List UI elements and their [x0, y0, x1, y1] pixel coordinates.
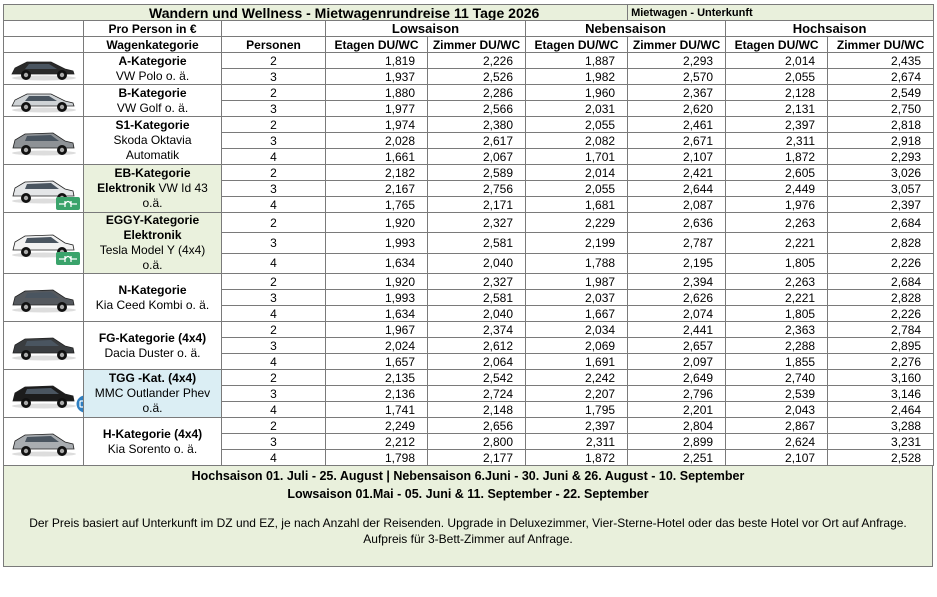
electric-plug-icon	[56, 252, 80, 265]
price-cell: 2,064	[428, 354, 526, 370]
price-cell: 2,177	[428, 450, 526, 466]
season-dates-line-1: Hochsaison 01. Juli - 25. August | Nebensaison 6.Juni - 30. Juni & 26. August - 10. September	[191, 469, 745, 483]
price-cell: 2,034	[526, 322, 628, 338]
price-cell: 1,855	[726, 354, 828, 370]
price-cell: 2,286	[428, 85, 526, 101]
price-cell: 2,040	[428, 253, 526, 273]
price-cell: 2,899	[628, 434, 726, 450]
price-cell: 2,828	[828, 233, 934, 253]
price-cell: 1,634	[326, 253, 428, 273]
price-cell: 2,082	[526, 133, 628, 149]
hybrid-badge-icon	[76, 395, 84, 413]
price-cell: 2,221	[726, 290, 828, 306]
category-cell	[84, 418, 222, 466]
header-nebensaison: Nebensaison	[526, 21, 726, 37]
persons-cell: 4	[222, 354, 326, 370]
price-cell: 2,612	[428, 338, 526, 354]
price-cell: 3,026	[828, 165, 934, 181]
price-cell: 2,037	[526, 290, 628, 306]
price-cell: 2,107	[628, 149, 726, 165]
price-cell: 2,397	[526, 418, 628, 434]
price-cell: 2,589	[428, 165, 526, 181]
price-cell: 2,380	[428, 117, 526, 133]
header-wagenkategorie: Wagenkategorie	[84, 37, 222, 53]
price-cell: 2,724	[428, 386, 526, 402]
persons-cell: 4	[222, 402, 326, 418]
price-cell: 3,231	[828, 434, 934, 450]
price-cell: 2,539	[726, 386, 828, 402]
price-cell: 1,788	[526, 253, 628, 273]
price-cell: 1,993	[326, 290, 428, 306]
price-cell: 2,828	[828, 290, 934, 306]
price-sheet	[3, 4, 933, 567]
price-cell: 2,249	[326, 418, 428, 434]
price-cell: 2,449	[726, 181, 828, 197]
price-cell: 2,617	[428, 133, 526, 149]
price-cell: 1,937	[326, 69, 428, 85]
header-blank	[4, 21, 84, 37]
price-cell: 2,263	[726, 213, 828, 233]
price-cell: 1,920	[326, 213, 428, 233]
price-cell: 1,661	[326, 149, 428, 165]
price-cell: 2,097	[628, 354, 726, 370]
hatchback-car-icon	[9, 89, 79, 113]
price-cell: 2,087	[628, 197, 726, 213]
price-cell: 1,819	[326, 53, 428, 69]
price-table	[3, 4, 934, 466]
table-row	[4, 117, 934, 133]
price-cell: 2,276	[828, 354, 934, 370]
price-cell: 2,800	[428, 434, 526, 450]
category-name: FG-Kategorie (4x4)	[98, 330, 207, 345]
price-cell: 1,805	[726, 306, 828, 322]
price-cell: 2,195	[628, 253, 726, 273]
persons-cell: 2	[222, 85, 326, 101]
compact-car-icon	[9, 57, 79, 81]
persons-cell: 3	[222, 101, 326, 117]
persons-cell: 3	[222, 434, 326, 450]
price-cell: 2,028	[326, 133, 428, 149]
price-cell: 2,397	[726, 117, 828, 133]
price-cell: 2,226	[828, 306, 934, 322]
price-cell: 2,327	[428, 213, 526, 233]
category-model: Tesla Model Y (4x4) o.ä.	[99, 243, 206, 272]
header-lowsaison: Lowsaison	[326, 21, 526, 37]
price-cell: 2,441	[628, 322, 726, 338]
price-cell: 2,581	[428, 290, 526, 306]
category-name: EB-Kategorie	[114, 166, 191, 180]
price-cell: 2,542	[428, 370, 526, 386]
price-cell: 2,251	[628, 450, 726, 466]
header-etagen: Etagen DU/WC	[726, 37, 828, 53]
car-image	[4, 274, 84, 322]
table-row	[4, 274, 934, 290]
price-cell: 2,221	[726, 233, 828, 253]
price-cell: 2,867	[726, 418, 828, 434]
price-cell: 2,031	[526, 101, 628, 117]
price-cell: 1,960	[526, 85, 628, 101]
price-cell: 2,069	[526, 338, 628, 354]
persons-cell: 4	[222, 149, 326, 165]
price-cell: 2,397	[828, 197, 934, 213]
page-subtitle: Mietwagen - Unterkunft	[628, 5, 934, 21]
price-cell: 1,976	[726, 197, 828, 213]
persons-cell: 3	[222, 338, 326, 354]
price-cell: 2,148	[428, 402, 526, 418]
price-cell: 2,626	[628, 290, 726, 306]
persons-cell: 3	[222, 290, 326, 306]
persons-cell: 3	[222, 386, 326, 402]
price-cell: 2,055	[726, 69, 828, 85]
price-cell: 2,566	[428, 101, 526, 117]
table-row	[4, 165, 934, 181]
table-row	[4, 418, 934, 434]
price-cell: 1,667	[526, 306, 628, 322]
price-cell: 2,024	[326, 338, 428, 354]
price-cell: 2,311	[526, 434, 628, 450]
price-cell: 2,182	[326, 165, 428, 181]
category-name: TGG -Kat. (4x4)	[108, 371, 197, 385]
persons-cell: 2	[222, 370, 326, 386]
car-image	[4, 117, 84, 165]
price-cell: 2,107	[726, 450, 828, 466]
persons-cell: 3	[222, 69, 326, 85]
category-cell	[84, 165, 222, 213]
car-image	[4, 213, 84, 274]
price-cell: 1,993	[326, 233, 428, 253]
category-cell	[84, 322, 222, 370]
price-cell: 2,818	[828, 117, 934, 133]
price-cell: 2,288	[726, 338, 828, 354]
price-cell: 2,620	[628, 101, 726, 117]
price-cell: 2,201	[628, 402, 726, 418]
persons-cell: 2	[222, 322, 326, 338]
price-cell: 2,528	[828, 450, 934, 466]
persons-cell: 3	[222, 133, 326, 149]
price-cell: 2,242	[526, 370, 628, 386]
price-cell: 2,074	[628, 306, 726, 322]
price-cell: 2,293	[828, 149, 934, 165]
price-cell: 2,167	[326, 181, 428, 197]
price-cell: 2,014	[726, 53, 828, 69]
table-row	[4, 213, 934, 233]
persons-cell: 3	[222, 233, 326, 253]
price-note: Der Preis basiert auf Unterkunft im DZ und EZ, je nach Anzahl der Reisenden. Upgrade in Deluxezimmer, Vier-Sterne-Hotel oder das beste Hotel vor Ort auf Anfrage. Aufpreis für 3-Bett-Zimmer auf Anfrage.	[29, 516, 907, 546]
category-cell	[84, 213, 222, 274]
price-cell: 1,765	[326, 197, 428, 213]
price-cell: 2,636	[628, 213, 726, 233]
header-blank	[4, 37, 84, 53]
price-cell: 1,805	[726, 253, 828, 273]
price-cell: 2,374	[428, 322, 526, 338]
persons-cell: 4	[222, 306, 326, 322]
persons-cell: 2	[222, 165, 326, 181]
price-cell: 1,977	[326, 101, 428, 117]
hybrid-suv-icon	[9, 379, 79, 409]
price-cell: 1,887	[526, 53, 628, 69]
title-row	[4, 5, 934, 21]
category-model: VW Polo o. ä.	[115, 68, 190, 83]
category-model: Elektronik VW Id 43 o.ä.	[97, 181, 208, 210]
category-name: N-Kategorie	[118, 282, 187, 297]
price-cell: 3,057	[828, 181, 934, 197]
price-cell: 2,394	[628, 274, 726, 290]
price-cell: 2,784	[828, 322, 934, 338]
footer-panel	[3, 466, 933, 567]
price-cell: 2,067	[428, 149, 526, 165]
price-cell: 2,674	[828, 69, 934, 85]
price-cell: 2,605	[726, 165, 828, 181]
page-title: Wandern und Wellness - Mietwagenrundreise 11 Tage 2026	[4, 5, 628, 21]
price-cell: 1,657	[326, 354, 428, 370]
price-cell: 2,624	[726, 434, 828, 450]
price-cell: 2,684	[828, 274, 934, 290]
price-cell: 2,526	[428, 69, 526, 85]
category-model: Skoda Oktavia Automatik	[113, 133, 192, 162]
price-cell: 1,634	[326, 306, 428, 322]
price-cell: 2,363	[726, 322, 828, 338]
car-image	[4, 53, 84, 85]
price-cell: 2,226	[428, 53, 526, 69]
price-cell: 2,229	[526, 213, 628, 233]
category-name: B-Kategorie	[118, 85, 187, 100]
price-cell: 2,918	[828, 133, 934, 149]
category-model: Kia Ceed Kombi o. ä.	[95, 297, 210, 312]
persons-cell: 3	[222, 181, 326, 197]
header-personen: Personen	[222, 37, 326, 53]
header-row-seasons	[4, 21, 934, 37]
category-cell	[84, 117, 222, 165]
category-model: MMC Outlander Phev o.ä.	[94, 386, 211, 415]
price-cell: 2,212	[326, 434, 428, 450]
category-name: S1-Kategorie	[115, 118, 190, 132]
header-blank	[222, 21, 326, 37]
car-image	[4, 322, 84, 370]
header-zimmer: Zimmer DU/WC	[428, 37, 526, 53]
category-cell	[84, 85, 222, 117]
price-cell: 1,872	[526, 450, 628, 466]
price-cell: 1,701	[526, 149, 628, 165]
price-cell: 1,795	[526, 402, 628, 418]
category-name: A-Kategorie	[118, 53, 187, 68]
price-cell: 2,464	[828, 402, 934, 418]
category-model: Dacia Duster o. ä.	[104, 345, 201, 360]
persons-cell: 4	[222, 450, 326, 466]
price-cell: 2,671	[628, 133, 726, 149]
price-cell: 2,804	[628, 418, 726, 434]
large-suv-icon	[9, 427, 79, 457]
header-zimmer: Zimmer DU/WC	[828, 37, 934, 53]
electric-plug-icon	[56, 197, 80, 210]
persons-cell: 4	[222, 197, 326, 213]
price-cell: 2,657	[628, 338, 726, 354]
price-cell: 2,796	[628, 386, 726, 402]
persons-cell: 4	[222, 253, 326, 273]
price-cell: 2,435	[828, 53, 934, 69]
header-pro-person: Pro Person in €	[84, 21, 222, 37]
price-cell: 2,263	[726, 274, 828, 290]
price-cell: 2,649	[628, 370, 726, 386]
price-cell: 3,146	[828, 386, 934, 402]
header-etagen: Etagen DU/WC	[326, 37, 428, 53]
category-name: EGGY-Kategorie Elektronik	[105, 213, 200, 242]
price-cell: 1,974	[326, 117, 428, 133]
price-cell: 2,570	[628, 69, 726, 85]
price-cell: 2,055	[526, 117, 628, 133]
price-cell: 2,311	[726, 133, 828, 149]
price-cell: 3,160	[828, 370, 934, 386]
price-cell: 1,982	[526, 69, 628, 85]
price-cell: 2,644	[628, 181, 726, 197]
price-cell: 1,691	[526, 354, 628, 370]
price-cell: 2,740	[726, 370, 828, 386]
category-cell	[84, 274, 222, 322]
table-row	[4, 322, 934, 338]
price-cell: 2,327	[428, 274, 526, 290]
price-cell: 2,040	[428, 306, 526, 322]
price-cell: 2,014	[526, 165, 628, 181]
category-cell	[84, 53, 222, 85]
header-hochsaison: Hochsaison	[726, 21, 934, 37]
suv-car-icon	[9, 331, 79, 361]
header-etagen: Etagen DU/WC	[526, 37, 628, 53]
price-cell: 2,128	[726, 85, 828, 101]
price-cell: 1,967	[326, 322, 428, 338]
estate-car-icon	[9, 283, 79, 313]
table-row	[4, 370, 934, 386]
price-cell: 2,135	[326, 370, 428, 386]
persons-cell: 2	[222, 418, 326, 434]
price-cell: 2,581	[428, 233, 526, 253]
price-cell: 2,895	[828, 338, 934, 354]
persons-cell: 2	[222, 117, 326, 133]
price-cell: 2,421	[628, 165, 726, 181]
header-row-columns	[4, 37, 934, 53]
table-row	[4, 85, 934, 101]
car-image	[4, 165, 84, 213]
persons-cell: 2	[222, 53, 326, 69]
price-cell: 2,787	[628, 233, 726, 253]
category-model: VW Golf o. ä.	[116, 100, 189, 115]
price-cell: 1,872	[726, 149, 828, 165]
price-cell: 2,684	[828, 213, 934, 233]
persons-cell: 2	[222, 213, 326, 233]
price-cell: 2,461	[628, 117, 726, 133]
price-cell: 3,288	[828, 418, 934, 434]
price-cell: 2,367	[628, 85, 726, 101]
price-cell: 2,171	[428, 197, 526, 213]
car-image	[4, 370, 84, 418]
price-cell: 1,920	[326, 274, 428, 290]
price-cell: 1,798	[326, 450, 428, 466]
price-cell: 2,055	[526, 181, 628, 197]
price-cell: 2,136	[326, 386, 428, 402]
category-cell	[84, 370, 222, 418]
price-cell: 2,756	[428, 181, 526, 197]
sedan-car-icon	[9, 126, 79, 156]
price-cell: 2,226	[828, 253, 934, 273]
category-name: H-Kategorie (4x4)	[102, 426, 203, 441]
persons-cell: 2	[222, 274, 326, 290]
price-cell: 2,750	[828, 101, 934, 117]
price-cell: 2,199	[526, 233, 628, 253]
season-dates-line-2: Lowsaison 01.Mai - 05. Juni & 11. September - 22. September	[287, 487, 649, 501]
price-cell: 2,207	[526, 386, 628, 402]
price-cell: 2,656	[428, 418, 526, 434]
price-cell: 2,043	[726, 402, 828, 418]
price-cell: 1,741	[326, 402, 428, 418]
price-cell: 1,880	[326, 85, 428, 101]
table-row	[4, 53, 934, 69]
price-cell: 2,549	[828, 85, 934, 101]
price-cell: 2,131	[726, 101, 828, 117]
header-zimmer: Zimmer DU/WC	[628, 37, 726, 53]
car-image	[4, 85, 84, 117]
category-model: Kia Sorento o. ä.	[107, 441, 198, 456]
price-cell: 1,681	[526, 197, 628, 213]
price-cell: 1,987	[526, 274, 628, 290]
car-image	[4, 418, 84, 466]
price-cell: 2,293	[628, 53, 726, 69]
